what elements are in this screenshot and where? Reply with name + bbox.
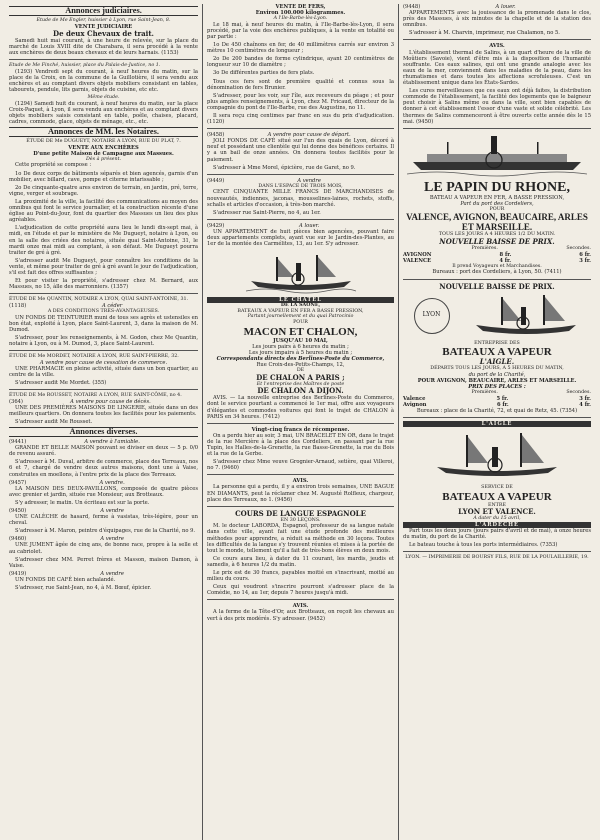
notice-text: S'adresser, pour les renseignements, à M. Godon, chez Me Quantin, notaire à Lyon, ou à M. Dumod, 3, place Saint-Laurent.	[9, 334, 198, 347]
notice-title: AVIS.	[292, 478, 309, 485]
notice-title: A louer.	[495, 4, 516, 10]
notice-date: A dater du 15 avril,	[473, 516, 521, 522]
notice-line: Correspondants directs des Berlines-Poste du Commerce,	[216, 355, 385, 362]
postmark-stamp	[414, 298, 450, 334]
price-title: PRIX DES PLACES :	[468, 383, 526, 390]
price-row-label: AVIGNON	[403, 251, 432, 258]
printer-footer: LYON. — IMPRIMERIE DE BOURSY FILS, RUE DE LA POULAILLERIE, 19.	[405, 555, 589, 561]
notice-text: (1294) Samedi huit du courant, à neuf heures du matin, sur la place Croix-Paquet, à Lyon, il sera vendu aux enchères et au comptant divers objets mobiliers saisis consistant en table, poêle, chaises, placard, cadres, commode, glace, objets de ménage, etc., etc.	[9, 100, 198, 125]
divider	[403, 39, 591, 40]
steamboat-banner: L'ARDÈCHE	[403, 522, 591, 528]
destination-title: POUR AVIGNON, BEAUCAIRE, ARLES ET MARSEILLE.	[417, 377, 577, 384]
notice-text: S'adresser, pour les voir, sur l'île, aux receveurs du péage ; et pour plus amples renseignements, à Lyon, chez M. Fricaud, directeur de la compagnie du pont de l'Ile-Barbe, rue des Augustins, no 11.	[207, 92, 394, 111]
notice-subtitle: EN 30 LEÇONS.	[280, 517, 321, 523]
notice-text: UN FONDS DE TEINTURIER muni de tous ses agrès et ustensiles en bon état, exploité à Lyon, place Saint-Laurent, 3, dans la maison de M. Dumod.	[9, 314, 198, 333]
notice-text: Le 18 mai, à neuf heures du matin, à l'Ile-Barbe-lès-Lyon, il sera procédé, par la voie des enchères publiques, à la vente en totalité ou par partie :	[207, 21, 394, 40]
divider	[9, 389, 198, 390]
notice-title: A céder	[102, 302, 123, 309]
notice-line: POUR	[489, 206, 505, 212]
notice-text: La proximité de la ville, la facilité des communications au moyen des omnibus qui font le service journalier, et la construction récente d'une église au Point-du-Jour, font du quartier des Massues un lieu des plus agréables.	[9, 198, 198, 224]
notice-text: Cette propriété se compose :	[15, 162, 92, 169]
notice-number: (9448)	[403, 4, 421, 10]
price-row-label: VALENCE	[403, 257, 432, 264]
price-value: 4 fr.	[499, 257, 512, 264]
column-3	[399, 4, 595, 840]
notice-line: SERVICE DE	[481, 484, 513, 490]
notice-text: S'adresser à M. Maron, peintre d'équipages, rue de la Charité, no 9.	[15, 528, 196, 535]
divider	[207, 174, 394, 175]
notice-line: Bureaux : place de la Charité, 72, et quai de Retz, 45. (7354)	[416, 407, 578, 414]
divider	[207, 423, 394, 424]
notice-text: AVIS. — La nouvelle entreprise des Berlines-Poste du Commerce, dont le service pourtant a commencé le 1er mai, offre aux voyageurs d'élégantes et commodes voitures qui font le trajet de CHALON à PARIS en 34 heures. (7412)	[207, 395, 394, 420]
notice-number: (9460)	[9, 536, 27, 543]
notice-header: ÉTUDE DE Me DUGUEYT, NOTAIRE A LYON, RUE DU PLAT, 7.	[26, 139, 181, 145]
notice-number: (9450)	[9, 507, 27, 514]
price-drop-title: NOUVELLE BAISSE DE PRIX.	[439, 237, 555, 247]
steamboat-illustration	[246, 249, 356, 295]
notice-line: Il prend Voyageurs et Marchandises.	[452, 263, 542, 269]
notice-text: S'adresser audit Me Rousset.	[15, 418, 93, 425]
notice-text: La personne qui a perdu, il y a environ trois semaines, UNE BAGUE EN DIAMANTS, peut la réclamer chez M. Augusté Rolfleux, chargeur, place des Terreaux, no 1. (9456)	[207, 484, 394, 503]
notice-text: S'adresser chez MM. Perret frères et Masson, maison Damon, à Vaise.	[9, 556, 198, 569]
section-title-notaries: Annonces de MM. les Notaires.	[9, 127, 198, 137]
column-2	[203, 4, 399, 840]
notice-line: du port de la Charité,	[468, 371, 526, 378]
postmark-text: LYON	[422, 311, 441, 319]
notice-header: ÉTUDE DE Me MORDET, NOTAIRE A LYON, RUE SAINT-PIERRE, 32.	[9, 354, 179, 359]
column-1	[5, 4, 203, 840]
price-row-label: Avignon	[403, 401, 427, 408]
notice-text: Ce cours aura lieu, à dater du 11 courant, les mardis, jeudis et samedis, à 6 heures 1/2 du matin.	[207, 555, 394, 568]
notice-title: A vendre à l'amiable.	[84, 439, 140, 446]
steamboat-illustration	[407, 132, 587, 178]
notice-number: (9419)	[9, 570, 27, 577]
divider	[9, 293, 198, 294]
price-value: 8 fr.	[499, 251, 512, 258]
notice-text: Les cures merveilleuses que ces eaux ont déjà faites, la distribution commode de l'établissement, la facilité des logements que le baigneur peut choisir à Salins même ou dans la ville, sont bien capables de donner à cet établissement l'essor d'une vaste et solide célébrité. Les thermes de Salins commenceront à être ouverts cette année dès le 15 mai. (9450)	[403, 88, 591, 125]
notice-text: Il sera reçu cinq centimes par franc en sus du prix d'adjudication. (1120)	[207, 113, 394, 126]
notice-number: (364)	[9, 398, 23, 405]
divider	[403, 128, 591, 129]
steamboat-illustration	[432, 429, 562, 483]
price-column-header: Secondes.	[566, 246, 591, 252]
notice-title: A vendre pour cause de cessation de commerce.	[39, 359, 168, 366]
notice-text: UNE JUMENT âgée de cinq ans, de bonne race, propre à la selle et au cabriolet.	[9, 542, 198, 555]
notice-text: M. le docteur LABORDA, Espagnol, professeur de sa langue natale dans cette ville, ayant fait une étude profonde des meilleures méthodes pour apprendre, a réduit sa méthode en 30 leçons. Toutes les difficultés de la langue s'y trouvent réunies et mises à la portée de tout le monde, tellement qu'il a fait de très-bons élèves en deux mois.	[207, 523, 394, 554]
notice-number: (9441)	[9, 439, 27, 446]
destination-title: VALENCE, AVIGNON, BEAUCAIRE, ARLES ET MARSEILLE.	[406, 212, 588, 233]
notice-text: S'adresser audit Me Mordet. (355)	[15, 379, 107, 386]
notice-number: (9457)	[9, 479, 27, 486]
notice-text: Le bateau touche à tous les ports intermédiaires. (7353)	[409, 542, 558, 549]
notice-text: S'adresser à Mme Morel, épicière, rue de Garet, no 9.	[213, 164, 356, 171]
notice-text: 3o De différentes parties de fers plats.	[213, 70, 315, 77]
notice-line: Et l'entreprise des Maîtres de poste	[256, 381, 345, 387]
steamboat-banner: L'AIGLE	[403, 421, 591, 427]
price-column-header: Premières.	[471, 246, 498, 252]
notice-text: S'adresser chez Mme veuve Grognier-Arnaud, setière, quai Villeroi, no 7. (9460)	[207, 459, 394, 472]
notice-header: ÉTUDE DE Me QUANTIN, NOTAIRE A LYON, QUAI SAINT-ANTOINE, 31.	[9, 297, 189, 303]
divider	[207, 219, 394, 220]
notice-text: 2o De 200 bandes de forme cylindrique, ayant 20 centimètres de longueur sur 10 de diamètre ;	[207, 56, 394, 69]
notice-title: AVIS.	[292, 603, 309, 610]
notice-text: S'adresser à M. Duval, arbitre de commerce, place des Terreaux, nos 6 et 7, chargé de vendre deux autres maisons, dont une à Vaise, construites en moellons, à l'entre prix de la place des Terreaux.	[9, 459, 198, 478]
price-value: 5 fr.	[496, 395, 509, 402]
notice-text: GRANDE ET BELLE MAISON pouvant se diviser en deux — 5 p. 0/0 de revenu assuré.	[9, 445, 198, 458]
steamboat-banner: LE CHATEL	[207, 297, 394, 303]
destination-title: MACON ET CHALON,	[243, 325, 358, 338]
notice-text: Tous ces fers sont de première qualité et connus sous la dénomination de fers Brunier.	[207, 78, 394, 91]
notice-title: A vendre pour cause de décès.	[70, 398, 151, 405]
notice-text: Part tous les deux jours (jours pairs d'avril et de mai), à onze heures du matin, du port de la Charité.	[403, 527, 591, 540]
notice-text: UNE DES PREMIÈRES MAISONS DE LINGERIE, située dans un des meilleurs quartiers. On donnera toutes les facilités pour les paiements.	[9, 404, 198, 417]
price-value: 4 fr.	[579, 401, 591, 408]
notice-line: Bureaux : port des Cordeliers, à Lyon, 50. (7411)	[432, 269, 562, 276]
notice-title: COURS DE LANGUE ESPAGNOLE	[235, 508, 366, 518]
notice-text: UN FONDS DE CAFÉ bien achalandé.	[15, 576, 116, 583]
notice-subtitle: Environ 100.000 kilogrammes.	[255, 10, 346, 17]
price-value: 6 fr.	[579, 251, 591, 258]
price-value: 3 fr.	[579, 395, 591, 402]
notice-text: S'adresser audit Me Dugueyt, pour connaître les conditions de la vente, et même pour traiter de gré à gré avant le jour de l'adjudication, s'il est fait des offres suffisantes ;	[9, 257, 198, 276]
notice-title: A vendre	[297, 177, 321, 184]
notice-line: Les jours impairs à 5 heures du matin ;	[248, 349, 353, 356]
section-title-judicial: Annonces judiciaires.	[9, 6, 198, 16]
price-column-header: Premières.	[471, 390, 498, 395]
divider	[403, 417, 591, 418]
steamboat-title: BATEAUX A VAPEUR	[442, 490, 552, 503]
notice-line: ENTRE	[487, 502, 506, 508]
notice-number: (9458)	[207, 132, 225, 139]
notice-line: DE CHALON A DIJON.	[257, 386, 344, 396]
notice-line: Part du port des Cordeliers,	[460, 200, 534, 207]
price-value: 3 fr.	[579, 257, 591, 264]
notice-subtitle: DE LA SAÔNE,	[280, 302, 321, 309]
notice-text: S'y adresser, le matin. Un écriteau est sur la porte.	[15, 499, 150, 506]
notice-text: Samedi huit mai courant, à une heure de relevée, sur la place du marché de Louis XVIII dite de Charabara, il sera procédé à la vente aux enchères de deux beaux chevaux et de leurs harnais. (1153)	[9, 37, 198, 56]
price-drop-title: NOUVELLE BAISSE DE PRIX.	[439, 281, 555, 291]
notice-text: S'adresser à M. Charvin, imprimeur, rue Chalamon, no 5.	[409, 30, 560, 37]
divider	[403, 551, 591, 552]
divider	[207, 474, 394, 475]
notice-title: AVIS.	[489, 43, 505, 50]
notice-subtitle: A DES CONDITIONS TRÈS-AVANTAGEUSES.	[47, 308, 160, 314]
notice-title: A vendre.	[99, 479, 125, 486]
notice-title: VENTE JUDICIAIRE	[74, 23, 133, 30]
notice-header: Etude de Me Finché, huissier, place du Palais-de-Justice, no 1.	[9, 63, 161, 69]
notice-line: DE	[296, 368, 305, 374]
notice-line: ENTREPRISE DES	[474, 340, 520, 346]
notice-subtitle: De deux Chevaux de trait.	[53, 28, 154, 38]
notice-subtitle: Dès à présent.	[85, 156, 122, 162]
notice-title: A vendre	[100, 570, 124, 577]
notice-title: A vendre	[100, 507, 124, 514]
notice-text: CENT CINQUANTE MILLE FRANCS DE MARCHANDISES de nouveautés, indiennes, jaconas, mousselines-laines, rochets, stoffs, schalls et articles d'occasion, à très-bon marché.	[207, 189, 394, 208]
notice-text: Le prix est de 30 francs, payables moitié en s'inscrivant, moitié au milieu du cours.	[207, 569, 394, 583]
notice-text: LA MAISON DES DEUX-PAVILLONS, composée de quatre pièces avec grenier et jardin, située rue Monsieur, aux Brotteaux.	[9, 485, 198, 498]
notice-title: A vendre	[100, 536, 124, 543]
notice-number: (9429)	[207, 222, 225, 229]
steamboat-illustration	[471, 291, 581, 341]
notice-text: S'adresser rue Saint-Pierre, no 4, au 1er.	[213, 209, 321, 216]
notice-text: S'adresser, rue Saint-Jean, no 4, à M. Bœuf, épicier.	[15, 585, 152, 591]
notice-text: A la ferme de la Tête-d'Or, aux Brotteaux, on reçoit les chevaux au vert à des prix modérés. S'y adresser. (9452)	[207, 609, 394, 622]
notice-subtitle: D'une petite Maison de Campagne aux Massues.	[33, 150, 174, 157]
notice-text: JOLI FONDS DE CAFÉ situé sur l'un des quais de Lyon, décoré à neuf et possédant une clientèle qui lui donne des bénéfices certains. Il y a un bail de onze années. On donnera toutes facilités pour le paiement.	[207, 138, 394, 163]
notice-line: Les jours pairs à 6 heures du matin ;	[252, 343, 349, 350]
notice-text: 2o De cinquante-quatre ares environ de terrain, en jardin, pré, terre, vigne, verger et soubrage.	[9, 184, 198, 197]
notice-line: Partant journellement et du quai Patrocinio	[247, 314, 354, 320]
notice-header: ÉTUDE DE Me ROUSSET, NOTAIRE A LYON, RUE SAINT-CÔME, no 4.	[9, 392, 182, 398]
notice-text: APPARTEMENTS avec la jouissance de la promenade dans le clos, près des Massues, à six minutes de la chapelle et de la station des omnibus.	[403, 10, 591, 29]
notice-line: Rue Croix-des-Petits-Champs, 12,	[256, 362, 345, 369]
notice-text: UNE CALÈCHE de hasard, ferme à vasistas, très-légère, pour un cheval.	[9, 514, 198, 527]
divider	[9, 59, 198, 60]
notice-header: Etude de Me Engler, huissier à Lyon, rue Saint-Jean, 8.	[36, 18, 171, 24]
boat-name: L'AIGLE.	[479, 357, 515, 367]
notice-title: VENTE DE FERS,	[275, 4, 326, 10]
notice-line: BATEAU A VAPEUR EN FER, A BASSE PRESSION,	[429, 194, 565, 201]
divider	[207, 506, 394, 507]
steamboat-title: LE PAPIN DU RHONE,	[424, 179, 570, 195]
notice-text: On a perdu hier au soir, 3 mai, UN BRACELET EN OR, dans le trajet de la rue Mercière à la place des Cordeliers, en passant par la rue Tupin, les Halles-de-la-Grenette, la rue Basse-Grenette, la rue du Bois et la rue de la Gerbe.	[207, 432, 394, 458]
divider	[207, 128, 394, 129]
notice-text: UN APPARTEMENT de huit pièces bien agencées, pouvant faire deux appartements complets, ayant vue sur le Jardin-des-Plantes, au 1er de la montée des Carmélites, 13, au 1er. S'y adresser.	[207, 228, 394, 248]
notice-title: Vingt-cinq francs de récompense.	[251, 426, 350, 433]
price-column-header: Secondes.	[566, 390, 591, 395]
notice-text: L'adjudication de cette propriété aura lieu le lundi dix-sept mai, à midi, en l'étude et par le ministère de Me Dugueyt, notaire à Lyon, ou en la salle des criées des notaires, située quai Saint-Antoine, 31, le mardi onze mai midi au comptant, à son défaut. Me Dugueyt pourra traiter de gré à gré.	[9, 225, 198, 256]
notice-text: 1o De 450 chaînons en fer, de 40 millimètres carrés sur environ 3 mètres 10 centimètres de longueur ;	[207, 42, 394, 55]
notice-text: L'établissement thermal de Salins, à un quart d'heure de la ville de Moûtiers (Savoie), vient d'être mis à la disposition de l'humanité souffrante. Ces eaux salines, qui ont une grande analogie avec les eaux de la mer, conviennent dans les maladies de la peau, dans les rhumatismes et dans toutes les affections scrofuleuses. C'est un établissement unique dans les États-Sardes.	[403, 49, 591, 87]
notice-subtitle: DANS L'ESPACE DE TROIS MOIS,	[258, 183, 343, 189]
notice-line: DÉPARTS TOUS LES JOURS, A 5 HEURES DU MATIN,	[430, 366, 564, 372]
divider	[403, 279, 591, 280]
notice-text: 1o De deux corps de bâtiments séparés et bien agencés, garnis d'un mobilier, avec billard, cave, pompe et citerne intarissable ;	[9, 170, 198, 183]
price-row-label: Valence	[403, 395, 426, 402]
notice-title: A louer.	[299, 222, 320, 229]
notice-line: BATEAUX A VAPEUR EN FER A BASSE PRESSION,	[237, 308, 364, 314]
divider	[9, 350, 198, 351]
divider	[207, 599, 394, 600]
price-value: 6 fr.	[497, 401, 509, 408]
notice-date: JUSQU'AU 10 MAI,	[273, 337, 328, 344]
steamboat-title: BATEAUX A VAPEUR	[442, 346, 552, 359]
notice-header: Même étude.	[87, 95, 120, 101]
destination-title: LYON ET VALENCE.	[458, 507, 536, 517]
notice-number: (1118)	[9, 302, 27, 309]
notice-line: POUR	[293, 320, 308, 326]
section-title-various: Annonces diverses.	[9, 427, 198, 437]
notice-subtitle: A l'Ile-Barbe-lès-Lyon.	[273, 16, 328, 22]
notice-text: UNE PHARMACIE en pleine activité, située dans un bon quartier, au centre de la ville.	[9, 365, 198, 378]
notice-text: Et pour visiter la propriété, s'adresser chez M. Bernard, aux Massues, no 15, àlle des marronniers. (1357)	[9, 278, 198, 291]
notice-title: A vendre pour cause de départ.	[267, 132, 351, 139]
notice-line: TOUS LES JOURS A 4 HEURES 1/2 DU MATIN.	[438, 232, 556, 238]
notice-title: VENTE AUX ENCHÈRES	[68, 144, 139, 151]
notice-text: (1293) Vendredi sept du courant, à neuf heures du matin, sur la place de la Croix, en la commune de la Guillotière, il sera vendu aux enchères et au comptant divers objets mobiliers consistant en tables, tabourets, pendule, lits garnis, objets de cuisine, etc etc.	[9, 68, 198, 93]
notice-number: (9449)	[207, 177, 225, 184]
notice-line: DE CHALON A PARIS ;	[256, 372, 345, 382]
notice-text: Ceux qui voudront s'inscrire pourront s'adresser place de la Comédie, no 14, au 1er, depuis 7 heures jusqu'à midi.	[207, 584, 394, 597]
